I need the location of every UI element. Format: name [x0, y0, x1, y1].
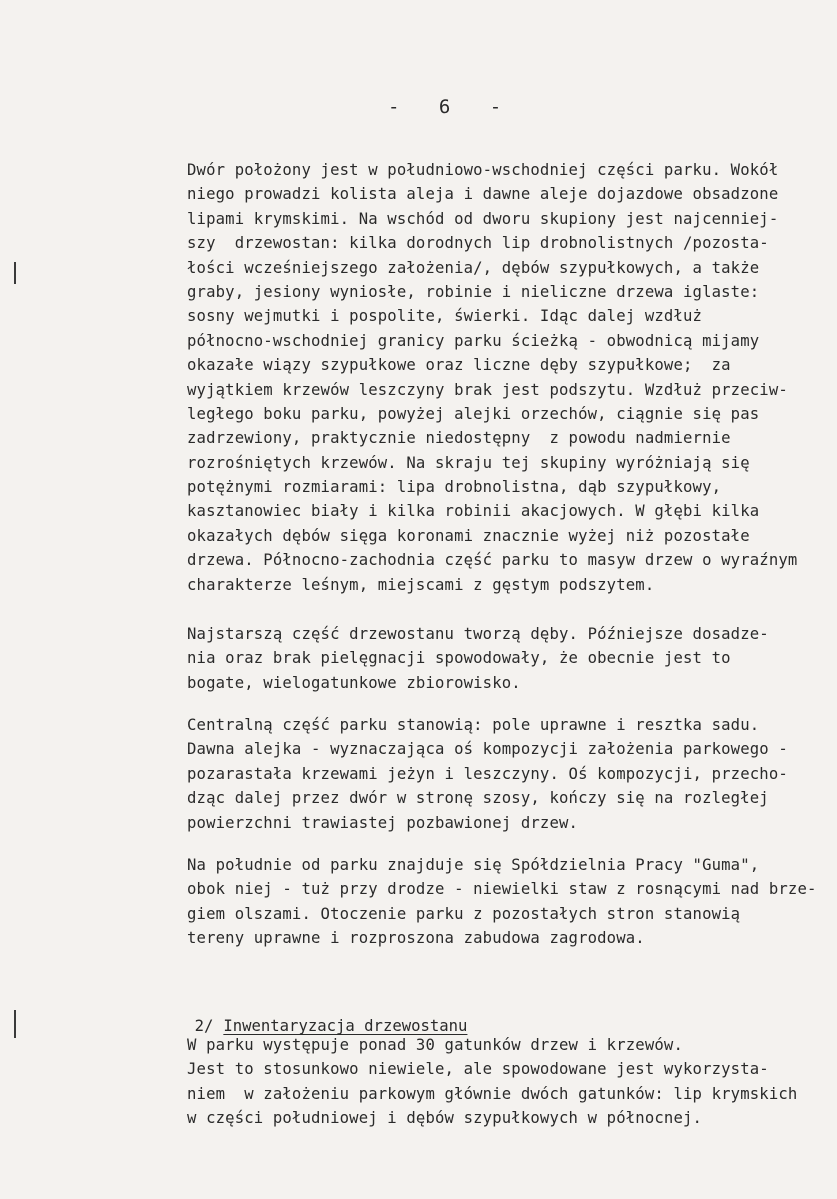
paragraph-manor-description — [187, 158, 797, 597]
text-line: sosny wejmutki i pospolite, świerki. Idąc dalej wzdłuż — [187, 307, 703, 326]
text-line: łości wcześniejszego założenia/, dębów szypułkowych, a także — [187, 258, 760, 277]
paragraph-central-part — [187, 713, 788, 835]
text-line: ległego boku parku, powyżej alejki orzechów, ciągnie się pas — [187, 404, 760, 423]
text-line: w części południowej i dębów szypułkowych w północnej. — [187, 1109, 703, 1128]
paragraph-oldest-stand — [187, 622, 769, 695]
page-number: - 6 - — [388, 96, 516, 118]
paragraph-inventory — [187, 1033, 797, 1131]
text-line: lipami krymskimi. Na wschód od dworu skupiony jest najcenniej- — [187, 209, 779, 228]
text-line: okazałe wiązy szypułkowe oraz liczne dęby szypułkowe; za — [187, 356, 731, 375]
section-title: Inwentaryzacja drzewostanu — [223, 1017, 468, 1035]
paragraph-surroundings — [187, 853, 817, 951]
text-line: niego prowadzi kolista aleja i dawne aleje dojazdowe obsadzone — [187, 185, 779, 204]
text-line: niem w założeniu parkowym głównie dwóch gatunków: lip krymskich — [187, 1084, 798, 1103]
text-line: bogate, wielogatunkowe zbiorowisko. — [187, 673, 521, 692]
text-line: szy drzewostan: kilka dorodnych lip drobnolistnych /pozosta- — [187, 234, 769, 253]
text-line: W parku występuje ponad 30 gatunków drzew i krzewów. — [187, 1036, 683, 1054]
text-line: pozarastała krzewami jeżyn i leszczyny. Oś kompozycji, przecho- — [187, 764, 788, 783]
text-line: Najstarszą część drzewostanu tworzą dęby. Późniejsze dosadze- — [187, 625, 769, 643]
margin-mark — [14, 262, 16, 284]
text-line: Dawna alejka - wyznaczająca oś kompozycji założenia parkowego - — [187, 740, 788, 759]
text-line: nia oraz brak pielęgnacji spowodowały, że obecnie jest to — [187, 649, 731, 668]
text-line: zadrzewiony, praktycznie niedostępny z powodu nadmiernie — [187, 429, 731, 448]
text-line: giem olszami. Otoczenie parku z pozostałych stron stanowią — [187, 904, 741, 923]
text-line: graby, jesiony wyniosłe, robinie i nieliczne drzewa iglaste: — [187, 282, 760, 301]
text-line: Na południe od parku znajduje się Spółdzielnia Pracy "Guma", — [187, 856, 760, 874]
section-number: 2/ — [194, 1017, 214, 1035]
text-line: charakterze leśnym, miejscami z gęstym podszytem. — [187, 575, 655, 594]
text-line: tereny uprawne i rozproszona zabudowa zagrodowa. — [187, 929, 645, 948]
text-line: drzewa. Północno-zachodnia część parku to masyw drzew o wyraźnym — [187, 551, 798, 570]
margin-mark — [14, 1010, 16, 1038]
text-line: okazałych dębów sięga koronami znacznie wyżej niż pozostałe — [187, 526, 750, 545]
text-line: potężnymi rozmiarami: lipa drobnolistna, dąb szypułkowy, — [187, 478, 722, 497]
text-line: wyjątkiem krzewów leszczyny brak jest podszytu. Wzdłuż przeciw- — [187, 380, 788, 399]
text-line: obok niej - tuż przy drodze - niewielki staw z rosnącymi nad brze- — [187, 880, 817, 899]
text-line: Centralną część parku stanowią: pole uprawne i resztka sadu. — [187, 716, 760, 734]
text-line: kasztanowiec biały i kilka robinii akacjowych. W głębi kilka — [187, 502, 760, 521]
text-line: rozrośniętych krzewów. Na skraju tej skupiny wyróżniają się — [187, 453, 750, 472]
text-line: północno-wschodniej granicy parku ścieżką - obwodnicą mijamy — [187, 331, 760, 350]
text-line: Dwór położony jest w południowo-wschodniej części parku. Wokół — [187, 161, 779, 179]
text-line: powierzchni trawiastej pozbawionej drzew. — [187, 813, 579, 832]
text-line: dząc dalej przez dwór w stronę szosy, kończy się na rozległej — [187, 789, 769, 808]
text-line: Jest to stosunkowo niewiele, ale spowodowane jest wykorzysta- — [187, 1060, 769, 1079]
